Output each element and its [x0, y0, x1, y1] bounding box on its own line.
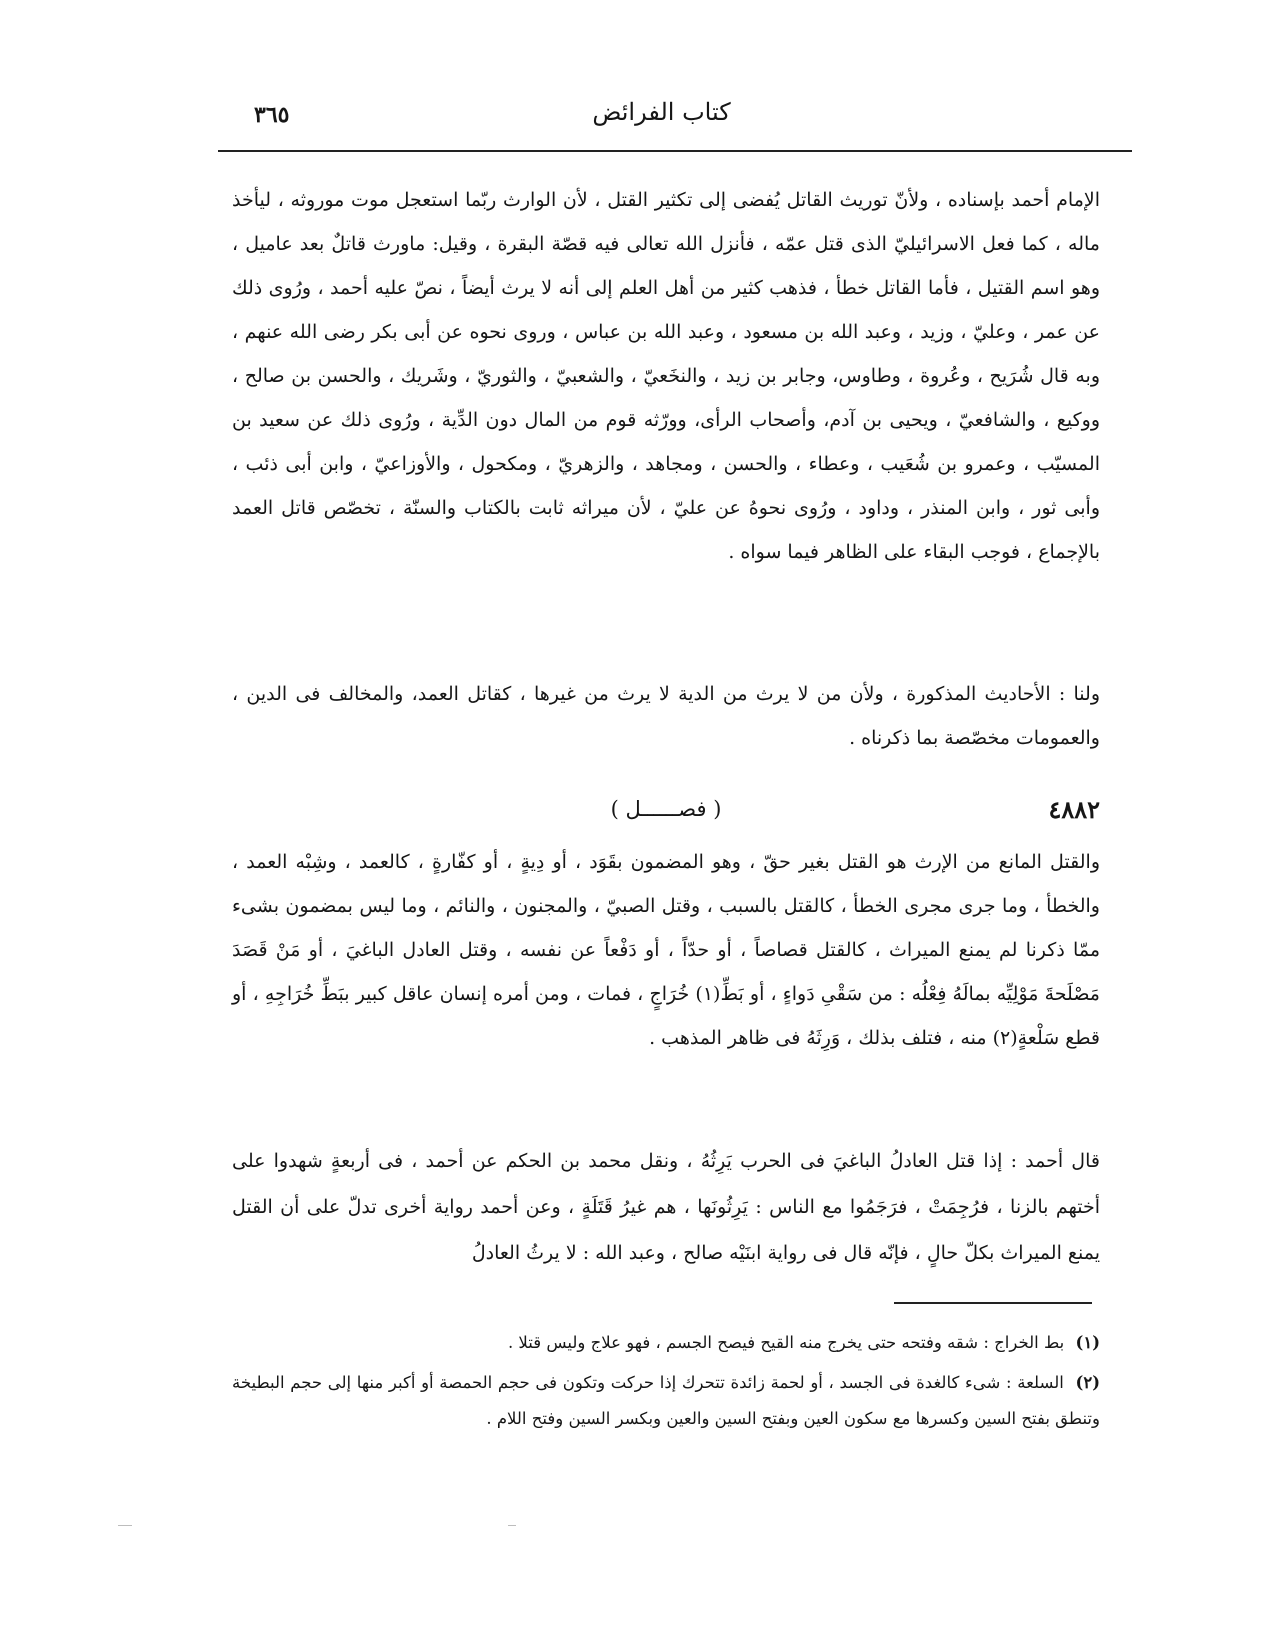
footnote-marker: (٢): [1075, 1373, 1100, 1392]
footnote: [232, 1365, 1100, 1437]
footnote-text: بط الخراج : شقه وفتحه حتى يخرج منه القيح فيصح الجسم ، فهو علاج وليس قتلا .: [507, 1333, 1065, 1352]
page-number: ٣٦٥: [254, 102, 290, 128]
footnote-divider: [894, 1302, 1092, 1304]
section-title: ( فصــــــل ): [610, 797, 722, 821]
section-heading: [232, 795, 1100, 835]
section-number: ٤٨٨٢: [1048, 795, 1100, 824]
scan-speck: [118, 1525, 132, 1526]
footnote: [232, 1325, 1100, 1361]
footnotes: [232, 1325, 1100, 1441]
paragraph-inheritance-of-killer: الإمام أحمد بإسناده ، ولأنّ توريث القاتل يُفضى إلى تكثير القتل ، لأن الوارث ربّما استعجل موت موروثه ، ليأخذ ماله ، كما فعل الاسرائيليّ الذى قتل عمّه ، فأنزل الله تعالى فيه قصّة البقرة ، وقيل: ماورث قاتلٌ بعد عاميل ، وهو اسم القتيل ، فأما القاتل خطأ ، فذهب كثير من أهل العلم إلى أنه لا يرث أيضاً ، نصّ عليه أحمد ، ورُوى ذلك عن عمر ، وعليّ ، وزيد ، وعبد الله بن مسعود ، وعبد الله بن عباس ، وروى نحوه عن أبى بكر رضى الله عنهم ، وبه قال شُرَيح ، وعُروة ، وطاوس، وجابر بن زيد ، والنخَعيّ ، والشعبيّ ، والثوريّ ، وشَريك ، والحسن بن صالح ، ووكيع ، والشافعيّ ، ويحيى بن آدم، وأصحاب الرأى، وورّثه قوم من المال دون الدِّية ، ورُوى ذلك عن سعيد بن المسيّب ، وعمرو بن شُعَيب ، وعطاء ، والحسن ، ومجاهد ، والزهريّ ، ومكحول ، والأوزاعيّ ، وابن أبى ذئب ، وأبى ثور ، وابن المنذر ، وداود ، ورُوى نحوهُ عن عليّ ، لأن ميراثه ثابت بالكتاب والسنّة ، تخصّص قاتل العمد بالإجماع ، فوجب البقاء على الظاهر فيما سواه .: [232, 189, 1100, 563]
header-divider: [218, 150, 1132, 152]
paragraph-preventing-killing: والقتل المانع من الإرث هو القتل بغير حقّ ، وهو المضمون بقَوَد ، أو دِيةٍ ، أو كفّارةٍ ، كالعمد ، وشِبْه العمد ، والخطأ ، وما جرى مجرى الخطأ ، كالقتل بالسبب ، وقتل الصبيّ ، والمجنون ، والنائم ، وما ليس بمضمون بشىء ممّا ذكرنا لم يمنع الميراث ، كالقتل قصاصاً ، أو حدّاً ، أو دَفْعاً عن نفسه ، وقتل العادل الباغيَ ، أو مَنْ قَصَدَ مَصْلَحةَ مَوْلِيِّه بمالَهُ فِعْلُه : من سَقْىِ دَواءٍ ، أو بَطِّ(١) خُرَاجٍ ، فمات ، ومن أمره إنسان عاقل كبير ببَطِّ خُرَاجِهِ ، أو قطع سَلْعةٍ(٢) منه ، فتلف بذلك ، وَرِثَهُ فى ظاهر المذهب .: [232, 851, 1100, 1049]
scan-speck: [508, 1525, 516, 1526]
running-title: كتاب الفرائض: [592, 98, 731, 126]
paragraph-rebuttal: ولنا : الأحاديث المذكورة ، ولأن من لا يرث من الدية لا يرث من غيرها ، كقاتل العمد، والمخالف فى الدين ، والعمومات مخصّصة بما ذكرناه .: [232, 683, 1100, 749]
footnote-marker: (١): [1075, 1333, 1100, 1352]
page-header: [230, 96, 1093, 148]
paragraph-ahmad-opinion: قال أحمد : إذا قتل العادلُ الباغيَ فى الحرب يَرِثُهُ ، ونقل محمد بن الحكم عن أحمد ، فى أربعةٍ شهدوا على أختهم بالزنا ، فرُجِمَتْ ، فرَجَمُوا مع الناس : يَرِثُونَها ، هم غيرُ قَتَلَةٍ ، وعن أحمد رواية أخرى تدلّ على أن القتل يمنع الميراث بكلّ حالٍ ، فإنّه قال فى رواية ابنَيْه صالح ، وعبد الله : لا يرثُ العادلُ: [232, 1150, 1100, 1264]
footnote-text: السلعة : شىء كالغدة فى الجسد ، أو لحمة زائدة تتحرك إذا حركت وتكون فى حجم الحمصة أو أكبر منها إلى حجم البطيخة وتنطق بفتح السين وكسرها مع سكون العين وبفتح السين والعين وبكسر السين وفتح اللام .: [232, 1373, 1100, 1428]
